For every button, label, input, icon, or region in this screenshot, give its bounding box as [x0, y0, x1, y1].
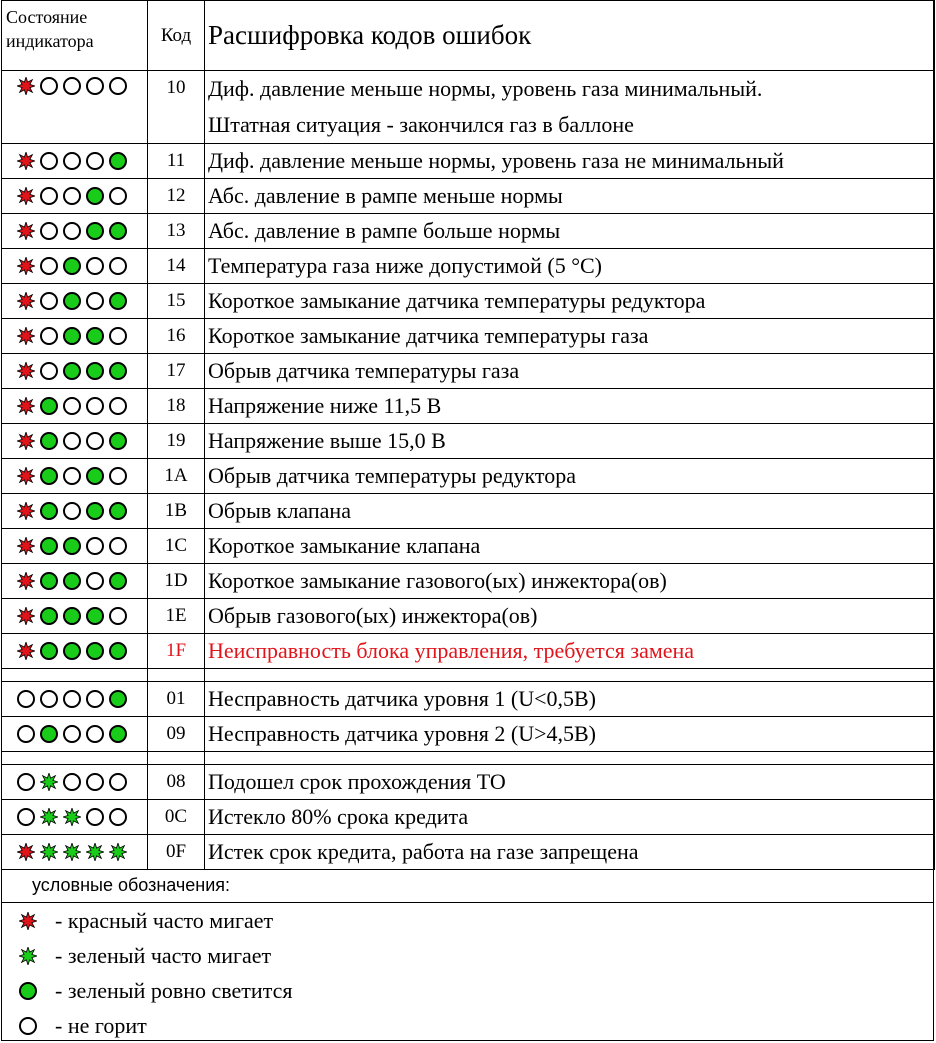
- error-code-cell: 11: [148, 144, 205, 179]
- led-pattern: [2, 599, 147, 633]
- red-blinking-led-icon: [17, 607, 35, 625]
- green-solid-led-icon: [40, 432, 58, 450]
- green-solid-led-icon: [63, 572, 81, 590]
- error-code-cell: 12: [148, 179, 205, 214]
- indicator-state-cell: [2, 284, 148, 319]
- description-header: Расшифровка кодов ошибок: [205, 1, 935, 71]
- led-off-icon: [86, 725, 104, 743]
- indicator-state-cell: [2, 835, 148, 870]
- green-blinking-led-icon: [19, 947, 37, 965]
- indicator-state-cell: [2, 319, 148, 354]
- error-description-cell: Обрыв клапана: [205, 494, 935, 529]
- error-code-cell: 15: [148, 284, 205, 319]
- indicator-state-cell: [2, 765, 148, 800]
- led-off-icon: [40, 187, 58, 205]
- green-solid-led-icon: [40, 642, 58, 660]
- led-off-icon: [40, 327, 58, 345]
- led-off-icon: [109, 397, 127, 415]
- indicator-state-cell: [2, 389, 148, 424]
- green-blinking-led-icon: [86, 843, 104, 861]
- red-blinking-led-icon: [17, 152, 35, 170]
- red-blinking-led-icon: [17, 397, 35, 415]
- red-blinking-led-icon: [17, 467, 35, 485]
- spacer-cell: [148, 752, 205, 765]
- spacer-row: [2, 752, 935, 765]
- led-off-icon: [86, 572, 104, 590]
- led-off-icon: [63, 152, 81, 170]
- error-description-cell: Подошел срок прохождения ТО: [205, 765, 935, 800]
- green-solid-led-icon: [109, 362, 127, 380]
- green-blinking-led-icon: [40, 808, 58, 826]
- indicator-state-cell: [2, 249, 148, 284]
- red-blinking-led-icon: [19, 912, 37, 930]
- led-off-icon: [109, 808, 127, 826]
- indicator-state-cell: [2, 494, 148, 529]
- table-row: [2, 682, 935, 717]
- legend: [2, 868, 933, 1043]
- indicator-state-cell: [2, 459, 148, 494]
- error-description-cell: Абс. давление в рампе больше нормы: [205, 214, 935, 249]
- error-code-cell: 1A: [148, 459, 205, 494]
- green-blinking-led-icon: [63, 808, 81, 826]
- led-off-icon: [86, 292, 104, 310]
- legend-item: [2, 938, 933, 973]
- green-solid-led-icon: [63, 537, 81, 555]
- led-off-icon: [63, 397, 81, 415]
- led-off-icon: [40, 690, 58, 708]
- legend-item: [2, 973, 933, 1008]
- red-blinking-led-icon: [17, 642, 35, 660]
- description-line: Штатная ситуация - закончился газ в баллоне: [208, 112, 634, 137]
- led-off-icon: [63, 690, 81, 708]
- table-row: [2, 599, 935, 634]
- error-code-cell: 1E: [148, 599, 205, 634]
- table-row: [2, 717, 935, 752]
- spacer-cell: [2, 669, 148, 682]
- led-off-icon: [17, 773, 35, 791]
- red-blinking-led-icon: [17, 292, 35, 310]
- error-description-cell: Диф. давление меньше нормы, уровень газа не минимальный: [205, 144, 935, 179]
- legend-title: условные обозначения:: [2, 868, 933, 903]
- led-pattern: [2, 634, 147, 668]
- table-row: [2, 214, 935, 249]
- green-solid-led-icon: [109, 222, 127, 240]
- led-off-icon: [40, 222, 58, 240]
- indicator-state-cell: [2, 800, 148, 835]
- error-code-cell: 1D: [148, 564, 205, 599]
- indicator-state-cell: [2, 214, 148, 249]
- error-code-cell: 1B: [148, 494, 205, 529]
- green-solid-led-icon: [40, 537, 58, 555]
- code-header: Код: [148, 1, 205, 71]
- led-off-icon: [63, 725, 81, 743]
- indicator-state-cell: [2, 354, 148, 389]
- red-blinking-led-icon: [17, 843, 35, 861]
- table-row: [2, 835, 935, 870]
- green-solid-led-icon: [86, 327, 104, 345]
- spacer-row: [2, 669, 935, 682]
- led-off-icon: [63, 773, 81, 791]
- table-row: [2, 319, 935, 354]
- led-pattern: [2, 319, 147, 353]
- red-blinking-led-icon: [17, 222, 35, 240]
- led-off-icon: [17, 725, 35, 743]
- legend-item-text: - не горит: [55, 1012, 147, 1038]
- green-blinking-led-icon: [40, 773, 58, 791]
- error-description-cell: Обрыв датчика температуры газа: [205, 354, 935, 389]
- error-description-cell: Напряжение выше 15,0 В: [205, 424, 935, 459]
- red-blinking-led-icon: [17, 327, 35, 345]
- table-row: [2, 459, 935, 494]
- table-row: [2, 71, 935, 144]
- green-solid-led-icon: [109, 502, 127, 520]
- error-description-cell: Неисправность блока управления, требуется замена: [205, 634, 935, 669]
- indicator-state-cell: [2, 599, 148, 634]
- table-row: [2, 389, 935, 424]
- indicator-state-cell: [2, 529, 148, 564]
- error-code-cell: 19: [148, 424, 205, 459]
- spacer-cell: [205, 669, 935, 682]
- indicator-header-line1: Состояние: [6, 7, 88, 27]
- error-description-cell: Истекло 80% срока кредита: [205, 800, 935, 835]
- table-row: [2, 494, 935, 529]
- error-description-cell: Абс. давление в рампе меньше нормы: [205, 179, 935, 214]
- red-blinking-led-icon: [17, 432, 35, 450]
- error-code-cell: 13: [148, 214, 205, 249]
- error-code-cell: 17: [148, 354, 205, 389]
- indicator-state-cell: [2, 424, 148, 459]
- led-off-icon: [86, 257, 104, 275]
- led-off-icon: [109, 467, 127, 485]
- led-off-icon: [109, 257, 127, 275]
- table-row: [2, 179, 935, 214]
- led-off-icon: [86, 152, 104, 170]
- spacer-cell: [205, 752, 935, 765]
- error-description-cell: [205, 71, 935, 144]
- green-solid-led-icon: [109, 642, 127, 660]
- indicator-state-cell: [2, 564, 148, 599]
- error-description-cell: Несправность датчика уровня 1 (U<0,5В): [205, 682, 935, 717]
- table-row: [2, 765, 935, 800]
- table-row: [2, 284, 935, 319]
- led-off-icon: [63, 432, 81, 450]
- error-description-cell: Обрыв газового(ых) инжектора(ов): [205, 599, 935, 634]
- led-pattern: [2, 494, 147, 528]
- error-codes-sheet: [1, 0, 934, 1041]
- green-solid-led-icon: [109, 572, 127, 590]
- green-solid-led-icon: [40, 467, 58, 485]
- green-solid-led-icon: [86, 362, 104, 380]
- legend-item-text: - зеленый часто мигает: [55, 942, 272, 968]
- green-solid-led-icon: [40, 572, 58, 590]
- led-off-icon: [86, 432, 104, 450]
- table-row: [2, 564, 935, 599]
- table-row: [2, 144, 935, 179]
- led-pattern: [2, 214, 147, 248]
- green-solid-led-icon: [63, 642, 81, 660]
- green-blinking-led-icon: [109, 843, 127, 861]
- green-solid-led-icon: [109, 292, 127, 310]
- led-pattern: [2, 179, 147, 213]
- green-solid-led-icon: [109, 725, 127, 743]
- error-code-cell: 14: [148, 249, 205, 284]
- green-blinking-led-icon: [63, 843, 81, 861]
- table-row: [2, 424, 935, 459]
- spacer-cell: [2, 752, 148, 765]
- led-off-icon: [63, 187, 81, 205]
- legend-item-text: - красный часто мигает: [55, 907, 274, 933]
- table-row: [2, 634, 935, 669]
- led-off-icon: [86, 690, 104, 708]
- green-solid-led-icon: [109, 690, 127, 708]
- led-off-icon: [40, 152, 58, 170]
- red-blinking-led-icon: [17, 77, 35, 95]
- green-solid-led-icon: [109, 152, 127, 170]
- led-off-icon: [86, 77, 104, 95]
- led-pattern: [2, 389, 147, 423]
- led-off-icon: [109, 607, 127, 625]
- indicator-state-cell: [2, 682, 148, 717]
- green-solid-led-icon: [63, 292, 81, 310]
- green-solid-led-icon: [40, 397, 58, 415]
- error-description-cell: Короткое замыкание датчика температуры редуктора: [205, 284, 935, 319]
- error-description-cell: Истек срок кредита, работа на газе запрещена: [205, 835, 935, 870]
- red-blinking-led-icon: [17, 572, 35, 590]
- error-description-cell: Короткое замыкание датчика температуры газа: [205, 319, 935, 354]
- led-pattern: [2, 765, 147, 799]
- table-header-row: [2, 1, 935, 71]
- led-pattern: [2, 459, 147, 493]
- indicator-header-line2: индикатора: [6, 31, 94, 51]
- error-description-cell: Несправность датчика уровня 2 (U>4,5В): [205, 717, 935, 752]
- led-off-icon: [63, 502, 81, 520]
- led-pattern: [2, 529, 147, 563]
- indicator-state-cell: [2, 634, 148, 669]
- error-codes-table: [1, 0, 935, 870]
- led-pattern: [2, 835, 147, 869]
- error-description-cell: Температура газа ниже допустимой (5 °С): [205, 249, 935, 284]
- error-code-cell: 08: [148, 765, 205, 800]
- error-code-cell: 18: [148, 389, 205, 424]
- led-off-icon: [40, 292, 58, 310]
- led-off-icon: [109, 77, 127, 95]
- error-code-cell: 1C: [148, 529, 205, 564]
- error-code-cell: 01: [148, 682, 205, 717]
- led-off-icon: [40, 257, 58, 275]
- error-code-cell: 1F: [148, 634, 205, 669]
- led-off-icon: [109, 327, 127, 345]
- led-off-icon: [63, 467, 81, 485]
- led-off-icon: [19, 1017, 37, 1035]
- led-off-icon: [17, 690, 35, 708]
- green-solid-led-icon: [86, 607, 104, 625]
- led-off-icon: [17, 808, 35, 826]
- led-pattern: [2, 65, 147, 149]
- red-blinking-led-icon: [17, 362, 35, 380]
- red-blinking-led-icon: [17, 502, 35, 520]
- led-pattern: [2, 717, 147, 751]
- error-description-cell: Короткое замыкание газового(ых) инжектора(ов): [205, 564, 935, 599]
- error-code-cell: 0C: [148, 800, 205, 835]
- table-row: [2, 249, 935, 284]
- indicator-state-cell: [2, 717, 148, 752]
- legend-item-text: - зеленый ровно светится: [55, 977, 293, 1003]
- error-code-cell: 09: [148, 717, 205, 752]
- led-pattern: [2, 424, 147, 458]
- green-solid-led-icon: [63, 362, 81, 380]
- red-blinking-led-icon: [17, 187, 35, 205]
- led-off-icon: [109, 187, 127, 205]
- red-blinking-led-icon: [17, 537, 35, 555]
- led-off-icon: [109, 773, 127, 791]
- green-solid-led-icon: [86, 467, 104, 485]
- led-off-icon: [86, 537, 104, 555]
- led-pattern: [2, 354, 147, 388]
- green-solid-led-icon: [19, 982, 37, 1000]
- led-pattern: [2, 144, 147, 178]
- indicator-state-cell: [2, 179, 148, 214]
- green-solid-led-icon: [40, 607, 58, 625]
- led-off-icon: [86, 808, 104, 826]
- led-off-icon: [86, 397, 104, 415]
- green-solid-led-icon: [40, 725, 58, 743]
- legend-item: [2, 903, 933, 938]
- table-row: [2, 354, 935, 389]
- description-line: Диф. давление меньше нормы, уровень газа минимальный.: [208, 76, 763, 101]
- table-row: [2, 529, 935, 564]
- led-off-icon: [63, 77, 81, 95]
- error-description-cell: Обрыв датчика температуры редуктора: [205, 459, 935, 494]
- led-pattern: [2, 284, 147, 318]
- led-pattern: [2, 564, 147, 598]
- led-pattern: [2, 249, 147, 283]
- led-off-icon: [40, 77, 58, 95]
- green-solid-led-icon: [86, 187, 104, 205]
- indicator-state-cell: [2, 71, 148, 144]
- green-solid-led-icon: [63, 607, 81, 625]
- led-off-icon: [63, 222, 81, 240]
- led-pattern: [2, 800, 147, 834]
- error-code-cell: 16: [148, 319, 205, 354]
- led-off-icon: [86, 773, 104, 791]
- green-solid-led-icon: [63, 257, 81, 275]
- error-description-cell: Напряжение ниже 11,5 В: [205, 389, 935, 424]
- led-off-icon: [40, 362, 58, 380]
- led-off-icon: [109, 537, 127, 555]
- green-solid-led-icon: [63, 327, 81, 345]
- error-code-cell: 0F: [148, 835, 205, 870]
- green-blinking-led-icon: [40, 843, 58, 861]
- spacer-cell: [148, 669, 205, 682]
- green-solid-led-icon: [86, 642, 104, 660]
- red-blinking-led-icon: [17, 257, 35, 275]
- led-pattern: [2, 682, 147, 716]
- green-solid-led-icon: [86, 222, 104, 240]
- green-solid-led-icon: [40, 502, 58, 520]
- green-solid-led-icon: [86, 502, 104, 520]
- green-solid-led-icon: [109, 432, 127, 450]
- table-row: [2, 800, 935, 835]
- error-code-cell: 10: [148, 71, 205, 144]
- error-description-cell: Короткое замыкание клапана: [205, 529, 935, 564]
- indicator-state-header: [2, 1, 148, 71]
- legend-item: [2, 1008, 933, 1043]
- indicator-state-cell: [2, 144, 148, 179]
